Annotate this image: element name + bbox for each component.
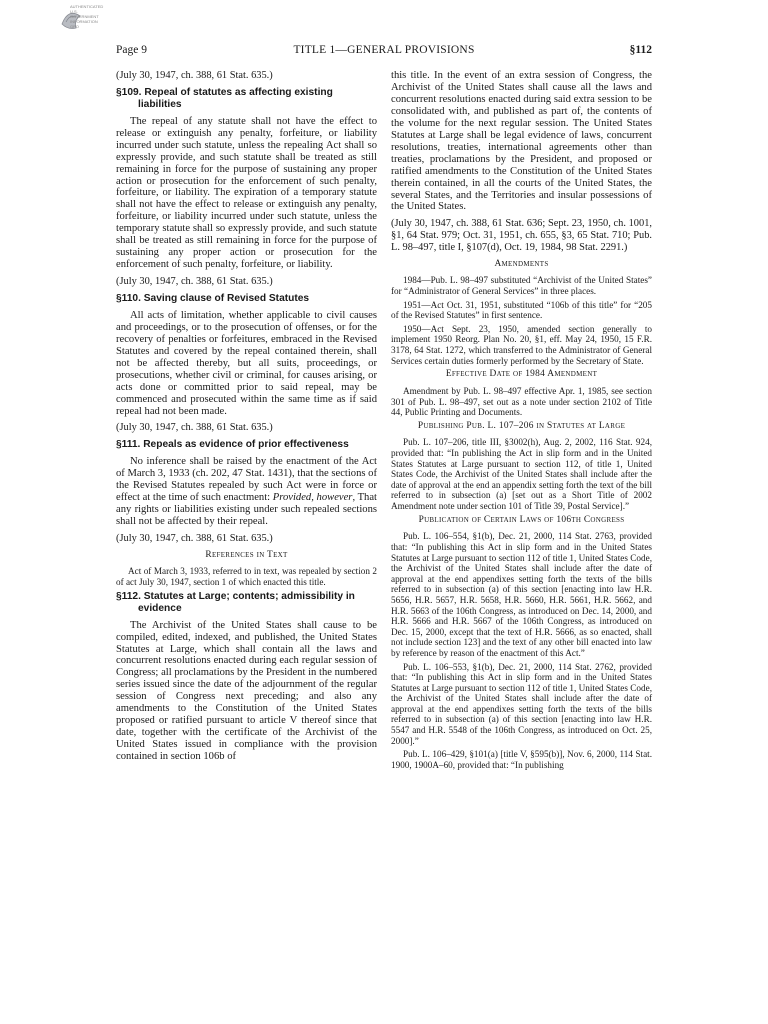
section-111-text-a: No inference shall be raised by the enactment of the Act of March 3, 1933 (ch. 202, 47 Stat. 1431), that the sections of the Revised Statutes repealed by such Act were in force or effect at the time of such enactment: [116, 456, 377, 504]
section-110-heading: §110. Saving clause of Revised Statutes [116, 292, 310, 304]
section-111-heading: §111. Repeals as evidence of prior effectiveness [116, 439, 349, 451]
page-number: Page 9 [116, 44, 147, 56]
section-112-text: The Archivist of the United States shall cause to be compiled, edited, indexed, and published, the United States Statutes at Large, which shall contain all the laws and concurrent resolutions enacted during each regular session of Congress; all proclamations by the President in the numbered series issued since the date of the adjournment of the regular session of Congress next preceding; and also any amendments to the Constitution of the United States proposed or ratified pursuant to article V thereof since that date, together with the certificate of the Archivist of the United States issued in compliance with the provision contained in section 106b of [116, 619, 377, 763]
references-in-text-note: Act of March 3, 1933, referred to in text, was repealed by section 2 of act July 30, 1947, section 1 of which enacted this title. [116, 566, 377, 588]
publication-106th-congress-heading: Publication of Certain Laws of 106th Congress [418, 514, 625, 525]
publishing-pl-107-206-heading: Publishing Pub. L. 107–206 in Statutes at Large [417, 420, 626, 431]
section-marker: §112 [629, 44, 652, 56]
amendment-note-1984: 1984—Pub. L. 98–497 substituted “Archivist of the United States” for “Administrator of General Services” in three places. [391, 275, 652, 297]
left-column [116, 70, 377, 768]
amendments-heading: Amendments [494, 258, 549, 269]
section-109-text: The repeal of any statute shall not have the effect to release or extinguish any penalty, forfeiture, or liability incurred under such statute, unless the repealing Act shall so expressly provide, and such statute shall be treated as still remaining in force for the purpose of sustaining any proper action or prosecution for the enforcement of such penalty, forfeiture, or liability. The expiration of a temporary statute shall not have the effect to release or extinguish any penalty, forfeiture, or liability incurred under such statute, unless the temporary statute shall so expressly provide, and such statute shall be treated as still remaining in force for the purpose of sustaining any proper action or prosecution for the enforcement of such penalty, forfeiture, or liability. [116, 115, 377, 271]
section-112-heading: §112. Statutes at Large; contents; admissibility in evidence [116, 590, 355, 614]
source-credit: (July 30, 1947, ch. 388, 61 Stat. 636; Sept. 23, 1950, ch. 1001, §1, 64 Stat. 979; Oct. 31, 1951, ch. 655, §3, 65 Stat. 710; Pub. L. 98–497, title I, §107(d), Oct. 19, 1984, 98 Stat. 2291.) [391, 218, 652, 253]
references-in-text-heading: References in Text [205, 549, 288, 560]
source-credit: (July 30, 1947, ch. 388, 61 Stat. 635.) [116, 422, 273, 434]
section-109-heading: §109. Repeal of statutes as affecting existing liabilities [116, 86, 333, 110]
publication-note-pl-106-553: Pub. L. 106–553, §1(b), Dec. 21, 2000, 114 Stat. 2762, provided that: “In publishing this Act in slip form and in the United States Statutes at Large pursuant to section 112 of title 1, United States Code, the Archivist of the United States shall include after the date of approval at the end appendixes setting forth the texts of the bills referred to in subsection (a) of this section [enacting into law H.R. 5547 and H.R. 5548 of the 106th Congress, as introduced on Oct. 25, 2000].” [391, 661, 652, 746]
effective-date-heading: Effective Date of 1984 Amendment [445, 369, 598, 380]
section-110-text: All acts of limitation, whether applicable to civil causes and proceedings, or to the prosecution of offenses, or for the recovery of penalties or forfeitures, embraced in the Revised Statutes and covered by the repeal contained therein, shall not be affected thereby, but all suits, proceedings, or prosecutions, whether civil or criminal, for causes arising, or acts done or committed prior to said repeal, may be commenced and prosecuted within the same time as if said repeal had not been made. [116, 309, 377, 417]
effective-date-note: Amendment by Pub. L. 98–497 effective Apr. 1, 1985, see section 301 of Pub. L. 98–497, set out as a note under section 2102 of Title 44, Public Printing and Documents. [391, 385, 652, 418]
seal-caption: AUTHENTICATED U.S. GOVERNMENT INFORMATION GPO [70, 4, 104, 29]
running-title: TITLE 1—GENERAL PROVISIONS [293, 44, 475, 56]
amendment-note-1950: 1950—Act Sept. 23, 1950, amended section generally to implement 1950 Reorg. Plan No. 20, §1, eff. May 24, 1950, 15 F.R. 3178, 64 Stat. 1272, which transferred to the Administrator of General Services certain duties formerly performed by the Secretary of State. [391, 323, 652, 366]
source-credit: (July 30, 1947, ch. 388, 61 Stat. 635.) [116, 532, 273, 544]
amendment-note-1951: 1951—Act Oct. 31, 1951, substituted “106b of this title” for “205 of the Revised Statutes” in first sentence. [391, 299, 652, 321]
page-header [116, 44, 652, 60]
proviso-emphasis: Provided, however [272, 492, 353, 504]
source-credit: (July 30, 1947, ch. 388, 61 Stat. 635.) [116, 70, 273, 81]
right-column [391, 70, 652, 773]
section-111-text-b: , That any rights or liabilities existing under such repealed sections shall not be affected by their repeal. [116, 492, 377, 527]
source-credit: (July 30, 1947, ch. 388, 61 Stat. 635.) [116, 276, 273, 288]
publication-note-pl-106-429: Pub. L. 106–429, §101(a) [title V, §595(b)], Nov. 6, 2000, 114 Stat. 1900, 1900A–60, provided that: “In publishing [391, 749, 652, 770]
section-112-text-continued: this title. In the event of an extra session of Congress, the Archivist of the United States shall cause all the laws and concurrent resolutions enacted during said extra session to be consolidated with, and published as part of, the contents of the volume for the next regular session. The United States Statutes at Large shall be legal evidence of laws, concurrent resolutions, treaties, international agreements other than treaties, proclamations by the President, and proposed or ratified amendments to the Constitution of the United States therein contained, in all the courts of the United States, the several States, and the Territories and insular possessions of the United States. [391, 70, 652, 213]
publication-note-pl-106-554: Pub. L. 106–554, §1(b), Dec. 21, 2000, 114 Stat. 2763, provided that: “In publishing this Act in slip form and in the United States Statutes at Large pursuant to section 112 of title 1, United States Code, the Archivist of the United States shall include after the date of approval at the end appendixes setting forth the texts of the bills referred to in subsection (a) of this section [enacting into law H.R. 5656, H.R. 5657, H.R. 5658, H.R. 5660, H.R. 5661, H.R. 5662, and H.R. 5663 of the 106th Congress, as introduced on Dec. 14, 2000, and H.R. 5666 and H.R. 5667 of the 106th Congress, as introduced on Dec. 15, 2000, except that the text of H.R. 5666, as so enacted, shall not include section 123] and the text of any other bill enacted into law by reference by reason of the enactment of this Act.” [391, 531, 652, 658]
section-111-text [116, 456, 377, 528]
publishing-pl-107-206-note: Pub. L. 107–206, title III, §3002(h), Aug. 2, 2002, 116 Stat. 924, provided that: “In publishing the Act in slip form and in the United States Statutes at Large pursuant to section 112, of title 1, United States Code, the Archivist of the United States shall include after the date of approval at the end an appendix setting forth the text of the bill referred to in subsection (a) [set out as a Short Title of 2002 Amendment note under section 101 of Title 39, Postal Service].” [391, 437, 652, 512]
